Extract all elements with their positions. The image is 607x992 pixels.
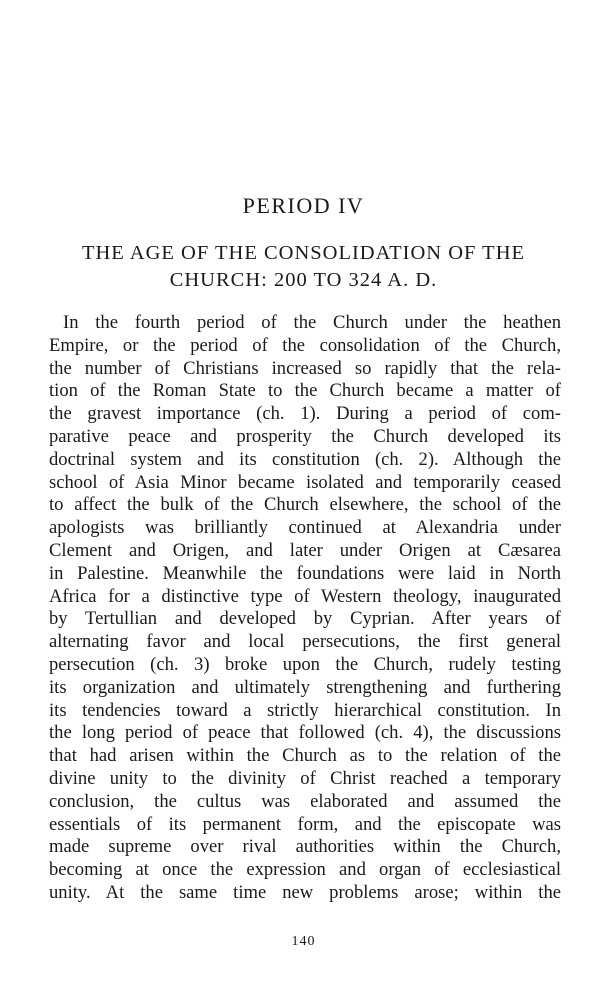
text-line: unity. At the same time new problems arose; within the bbox=[49, 881, 561, 903]
text-line: by Tertullian and developed by Cyprian. After years of bbox=[49, 608, 561, 630]
chapter-title-line: CHURCH: 200 TO 324 A. D. bbox=[169, 269, 438, 291]
text-line: its organization and ultimately strengthening and furthering bbox=[49, 676, 561, 698]
text-line: the gravest importance (ch. 1). During a period of com- bbox=[49, 403, 561, 425]
text-line: Africa for a distinctive type of Western theology, inaugurated bbox=[49, 585, 561, 607]
text-line: Clement and Origen, and later under Origen at Cæsarea bbox=[49, 539, 561, 561]
text-line: becoming at once the expression and organ of ecclesiastical bbox=[49, 859, 561, 881]
text-line: made supreme over rival authorities within the Church, bbox=[49, 836, 561, 858]
text-line: divine unity to the divinity of Christ reached a temporary bbox=[49, 767, 561, 789]
text-line: the long period of peace that followed (ch. 4), the discussions bbox=[49, 722, 561, 744]
text-line: persecution (ch. 3) broke upon the Church, rudely testing bbox=[49, 653, 561, 675]
text-line: school of Asia Minor became isolated and temporarily ceased bbox=[49, 471, 561, 493]
text-line: doctrinal system and its constitution (ch. 2). Although the bbox=[49, 448, 561, 470]
text-line: alternating favor and local persecutions, the first general bbox=[49, 631, 561, 653]
chapter-title bbox=[50, 240, 557, 294]
text-line: apologists was brilliantly continued at Alexandria under bbox=[49, 517, 561, 539]
text-line: the number of Christians increased so rapidly that the rela- bbox=[49, 357, 561, 379]
text-line: Empire, or the period of the consolidation of the Church, bbox=[49, 334, 561, 356]
text-line: its tendencies toward a strictly hierarchical constitution. In bbox=[49, 699, 561, 721]
text-line: that had arisen within the Church as to the relation of the bbox=[49, 745, 561, 767]
period-heading: PERIOD IV bbox=[242, 193, 365, 218]
page-number: 140 bbox=[291, 934, 316, 949]
text-line: In the fourth period of the Church under the heathen bbox=[63, 312, 561, 333]
text-line: in Palestine. Meanwhile the foundations were laid in North bbox=[49, 562, 561, 584]
chapter-title-line: THE AGE OF THE CONSOLIDATION OF THE bbox=[81, 242, 526, 264]
text-line: essentials of its permanent form, and the episcopate was bbox=[49, 813, 561, 835]
text-line: conclusion, the cultus was elaborated and assumed the bbox=[49, 790, 561, 812]
text-line: to affect the bulk of the Church elsewhere, the school of the bbox=[49, 494, 561, 516]
text-line: tion of the Roman State to the Church became a matter of bbox=[49, 380, 561, 402]
body-paragraph bbox=[49, 312, 561, 905]
text-line: parative peace and prosperity the Church developed its bbox=[49, 425, 561, 447]
